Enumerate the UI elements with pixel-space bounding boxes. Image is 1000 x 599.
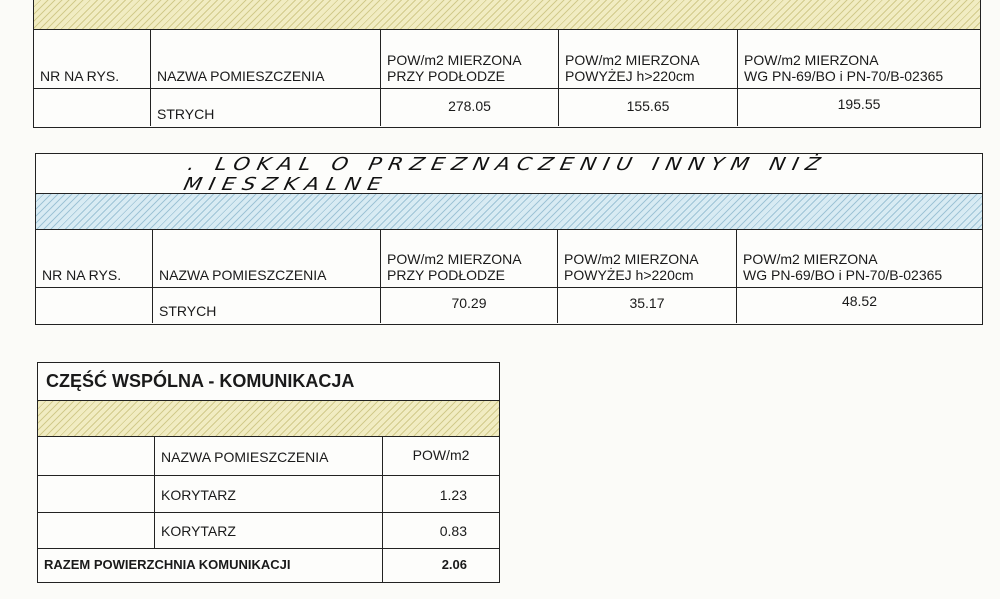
table-title: CZĘŚĆ WSPÓLNA - KOMUNIKACJA [38,363,499,401]
cell-nr [38,476,155,512]
cell-name: KORYTARZ [155,476,383,512]
hatch-band [38,401,499,437]
cell-name: STRYCH [153,288,381,323]
table-common-area [37,362,500,583]
table-header-row [38,437,499,475]
hatch-band [34,0,980,30]
header-area: POW/m2 [412,446,470,463]
total-label: RAZEM POWIERZCHNIA KOMUNIKACJI [38,549,383,582]
cell-area: 0.83 [439,522,467,539]
cell-nr [36,288,153,323]
cell-norm: 48.52 [841,292,878,309]
handwritten-title: . LOKAL O PRZEZNACZENIU INNYM NIŻ MIESZKALNE [36,154,982,194]
cell-name: STRYCH [151,89,381,126]
cell-above: 155.65 [559,89,738,126]
header-above: POW/m2 MIERZONA POWYŻEJ h>220cm [558,230,737,287]
cell-area: 1.23 [439,486,467,503]
table-header-row [34,30,980,88]
header-nr: NR NA RYS. [34,30,151,88]
table-attic-nonresidential [35,153,983,325]
cell-norm: 195.55 [837,95,881,112]
header-floor: POW/m2 MIERZONA PRZY PODŁODZE [381,230,558,287]
header-nr [38,437,155,475]
header-norm: POW/m2 MIERZONA WG PN-69/BO i PN-70/B-02365 [743,250,943,283]
table-header-row [36,230,982,287]
total-value: 2.06 [441,557,467,573]
cell-above: 35.17 [558,288,737,323]
table-row [36,287,982,323]
cell-nr [38,513,155,548]
cell-name: KORYTARZ [155,513,383,548]
header-name: NAZWA POMIESZCZENIA [151,30,381,88]
table-row [38,475,499,512]
table-attic-residential [33,0,981,128]
header-nr: NR NA RYS. [36,230,153,287]
header-floor: POW/m2 MIERZONA PRZY PODŁODZE [381,30,559,88]
cell-floor: 70.29 [381,288,558,323]
header-name: NAZWA POMIESZCZENIA [155,437,383,475]
hatch-band [36,194,982,230]
table-row [34,88,980,126]
header-norm: POW/m2 MIERZONA WG PN-69/BO i PN-70/B-02365 [744,51,944,84]
cell-nr [34,89,151,126]
header-name: NAZWA POMIESZCZENIA [153,230,381,287]
table-row [38,512,499,548]
header-above: POW/m2 MIERZONA POWYŻEJ h>220cm [559,30,738,88]
cell-floor: 278.05 [381,89,559,126]
total-row [38,548,499,582]
